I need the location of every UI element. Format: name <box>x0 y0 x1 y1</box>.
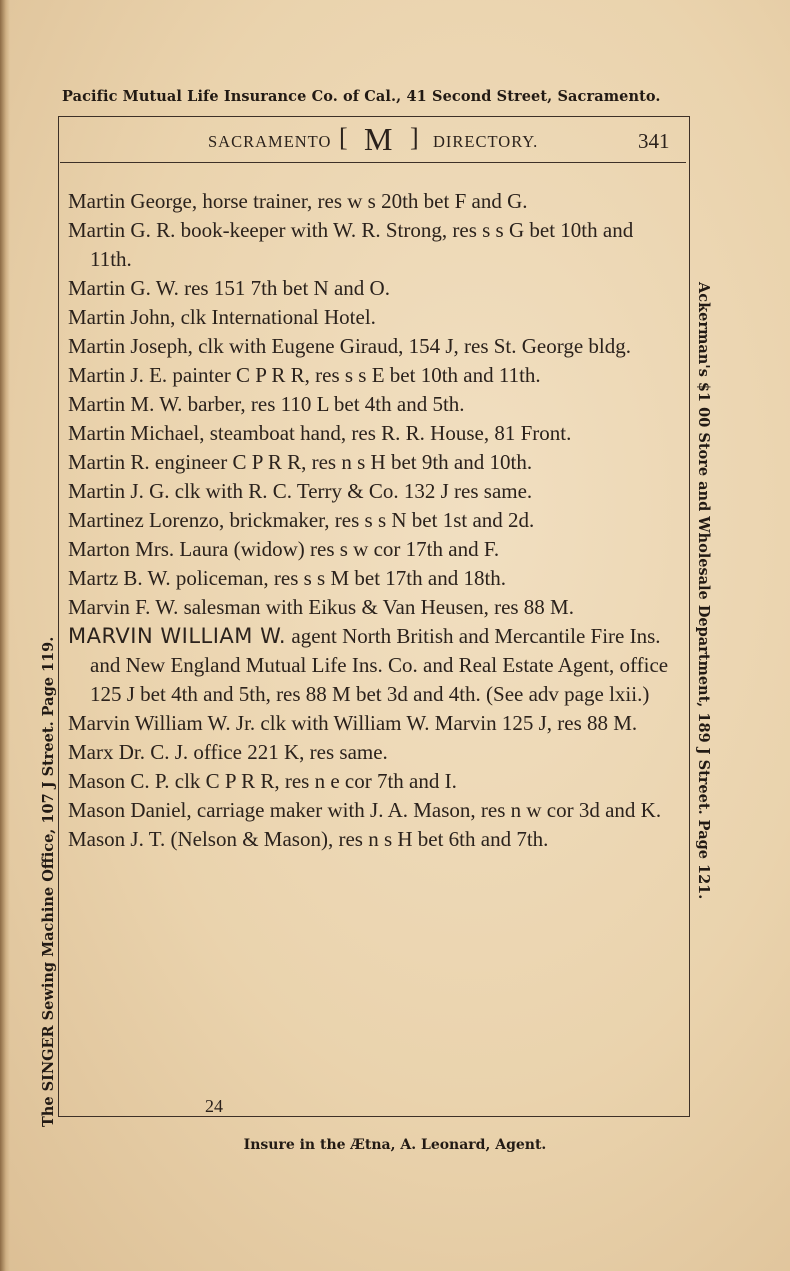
directory-entry: Martin J. E. painter C P R R, res s s E bet 10th and 11th. <box>68 363 541 387</box>
directory-entry: Martin G. W. res 151 7th bet N and O. <box>68 276 390 300</box>
header-directory: DIRECTORY. <box>433 132 539 151</box>
directory-entry: Mason C. P. clk C P R R, res n e cor 7th and I. <box>68 769 457 793</box>
directory-entry: Martin G. R. book-keeper with W. R. Strong, res s s G bet 10th and 11th. <box>68 218 634 271</box>
directory-entry: Marvin William W. Jr. clk with William W. Marvin 125 J, res 88 M. <box>68 711 638 735</box>
directory-entry: Martin George, horse trainer, res w s 20th bet F and G. <box>68 189 528 213</box>
signature-mark: 24 <box>205 1096 223 1116</box>
page-number: 341 <box>638 129 670 153</box>
directory-entry: Martin John, clk International Hotel. <box>68 305 376 329</box>
running-header <box>58 121 688 158</box>
featured-entry-name: MARVIN WILLIAM W. <box>68 624 287 648</box>
page-binding-edge <box>0 0 10 1271</box>
header-rule <box>60 162 686 163</box>
directory-entry: Martin Michael, steamboat hand, res R. R. House, 81 Front. <box>68 421 572 445</box>
directory-entry: Martz B. W. policeman, res s s M bet 17th and 18th. <box>68 566 507 590</box>
featured-directory-entry <box>68 622 674 709</box>
directory-entry: Martinez Lorenzo, brickmaker, res s s N bet 1st and 2d. <box>68 508 535 532</box>
directory-entry: Martin Joseph, clk with Eugene Giraud, 154 J, res St. George bldg. <box>68 334 632 358</box>
bottom-advertisement: Insure in the Ætna, A. Leonard, Agent. <box>243 1137 547 1153</box>
featured-entry-text: agent North British and Mercantile Fire Ins. and New England Mutual Life Ins. Co. and Real Estate Agent, office 125 J bet 4th and 5th, res 88 M bet 3d and 4th. (See adv page lxii.) <box>90 624 669 706</box>
header-close-bracket: ] <box>410 123 419 152</box>
left-margin-advertisement: The SINGER Sewing Machine Office, 107 J Street. Page 119. <box>40 636 57 1127</box>
directory-entry: Mason Daniel, carriage maker with J. A. Mason, res n w cor 3d and K. <box>68 798 662 822</box>
directory-entry: Martin R. engineer C P R R, res n s H bet 9th and 10th. <box>68 450 533 474</box>
header-open-bracket: [ <box>339 123 348 152</box>
header-letter: M <box>364 121 393 157</box>
top-advertisement: Pacific Mutual Life Insurance Co. of Cal., 41 Second Street, Sacramento. <box>62 88 661 105</box>
directory-entry: Mason J. T. (Nelson & Mason), res n s H bet 6th and 7th. <box>68 827 549 851</box>
right-margin-advertisement: Ackerman's $1 00 Store and Wholesale Department, 189 J Street. Page 121. <box>695 282 712 900</box>
header-city: SACRAMENTO <box>208 132 332 151</box>
directory-entry: Martin J. G. clk with R. C. Terry & Co. 132 J res same. <box>68 479 533 503</box>
directory-entry: Marvin F. W. salesman with Eikus & Van Heusen, res 88 M. <box>68 595 574 619</box>
directory-entries <box>68 187 674 854</box>
directory-entry: Martin M. W. barber, res 110 L bet 4th and 5th. <box>68 392 465 416</box>
directory-entry: Marx Dr. C. J. office 221 K, res same. <box>68 740 388 764</box>
directory-entry: Marton Mrs. Laura (widow) res s w cor 17th and F. <box>68 537 500 561</box>
